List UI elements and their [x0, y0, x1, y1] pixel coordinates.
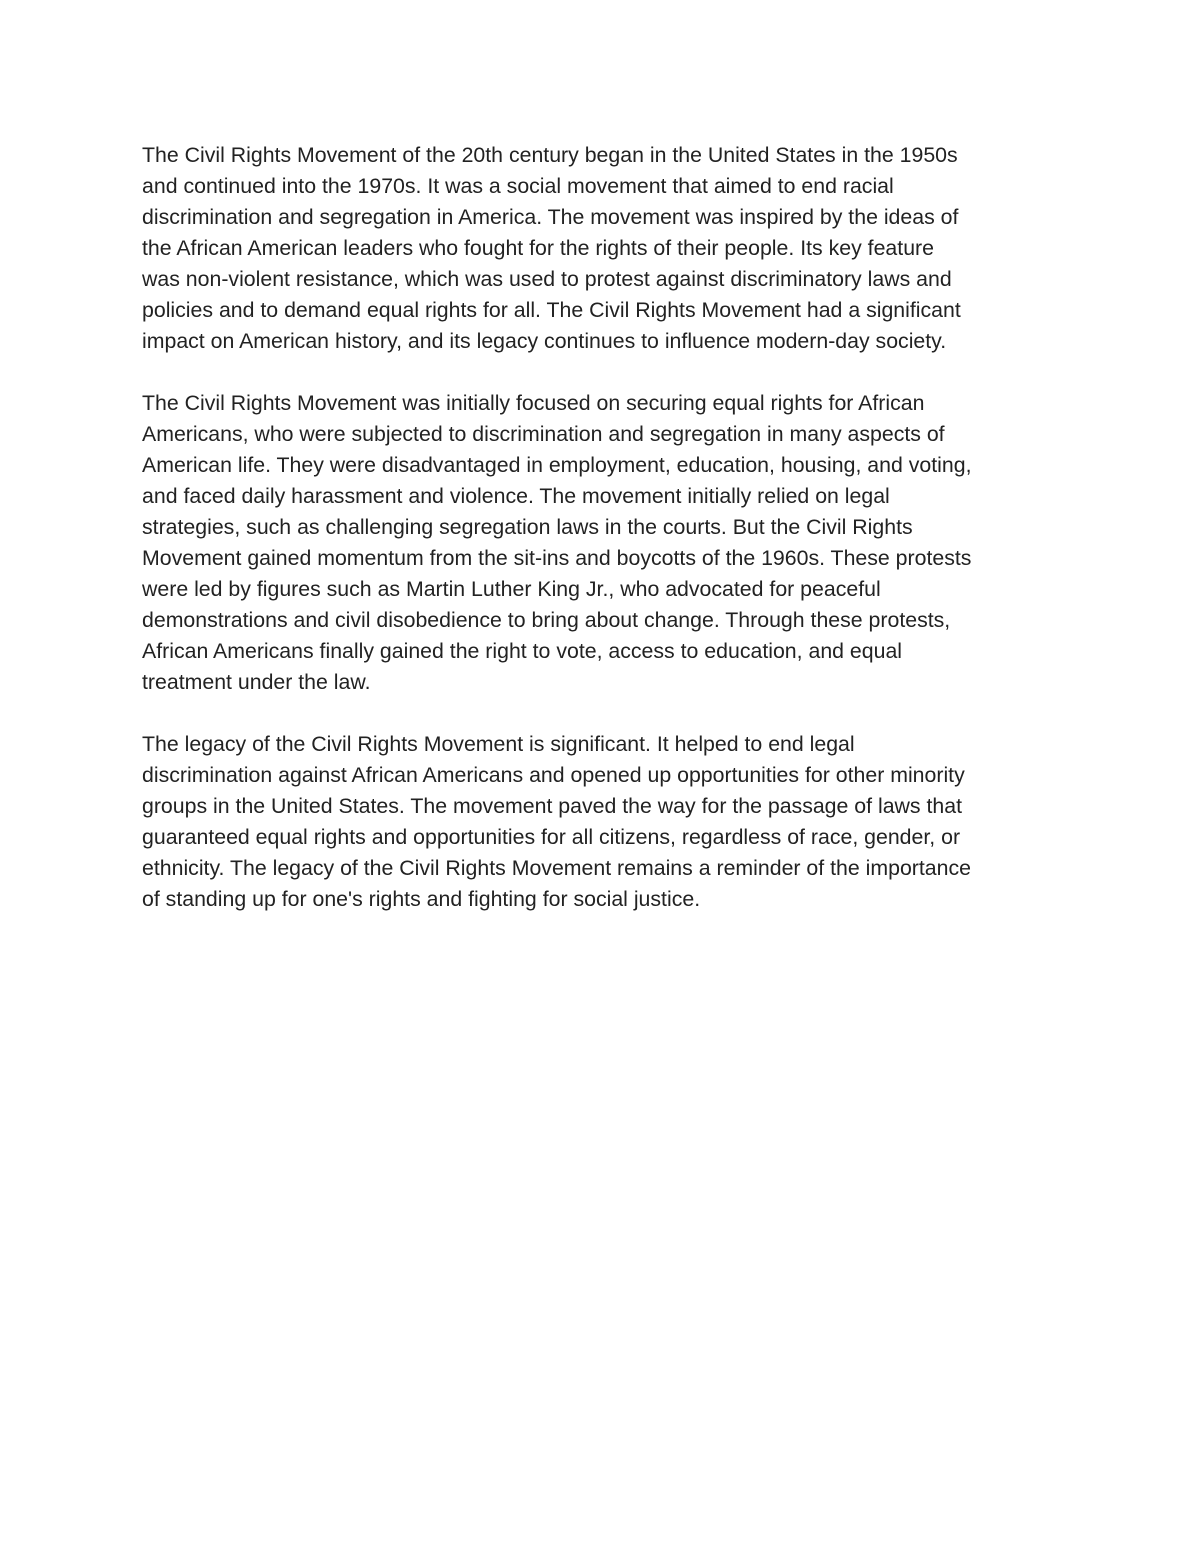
text-line: were led by figures such as Martin Luther King Jr., who advocated for peaceful: [142, 577, 881, 601]
document-body: [142, 140, 1072, 915]
text-line: Americans, who were subjected to discrimination and segregation in many aspects of: [142, 422, 945, 446]
text-line: policies and to demand equal rights for all. The Civil Rights Movement had a significant: [142, 298, 961, 322]
text-line: The Civil Rights Movement of the 20th century began in the United States in the 1950s: [142, 143, 958, 167]
text-line: groups in the United States. The movement paved the way for the passage of laws that: [142, 794, 963, 818]
text-line: American life. They were disadvantaged in employment, education, housing, and voting,: [142, 453, 972, 477]
text-line: was non-violent resistance, which was used to protest against discriminatory laws and: [142, 267, 952, 291]
text-line: discrimination against African Americans and opened up opportunities for other minority: [142, 763, 965, 787]
text-line: demonstrations and civil disobedience to bring about change. Through these protests,: [142, 608, 951, 632]
text-line: The legacy of the Civil Rights Movement is significant. It helped to end legal: [142, 732, 855, 756]
text-line: ethnicity. The legacy of the Civil Rights Movement remains a reminder of the importance: [142, 856, 971, 880]
text-line: of standing up for one's rights and fighting for social justice.: [142, 887, 701, 911]
text-line: the African American leaders who fought for the rights of their people. Its key feature: [142, 236, 934, 260]
text-line: treatment under the law.: [142, 670, 371, 694]
text-line: Movement gained momentum from the sit-ins and boycotts of the 1960s. These protests: [142, 546, 972, 570]
paragraph-3: [142, 729, 1072, 915]
paragraph-2: [142, 388, 1072, 698]
text-line: guaranteed equal rights and opportunities for all citizens, regardless of race, gender, or: [142, 825, 961, 849]
text-line: and continued into the 1970s. It was a social movement that aimed to end racial: [142, 174, 894, 198]
text-line: strategies, such as challenging segregation laws in the courts. But the Civil Rights: [142, 515, 913, 539]
text-line: African Americans finally gained the right to vote, access to education, and equal: [142, 639, 903, 663]
text-line: impact on American history, and its legacy continues to influence modern-day society.: [142, 329, 947, 353]
text-line: discrimination and segregation in America. The movement was inspired by the ideas of: [142, 205, 959, 229]
text-line: The Civil Rights Movement was initially focused on securing equal rights for African: [142, 391, 925, 415]
paragraph-1: [142, 140, 1072, 357]
text-line: and faced daily harassment and violence. The movement initially relied on legal: [142, 484, 890, 508]
